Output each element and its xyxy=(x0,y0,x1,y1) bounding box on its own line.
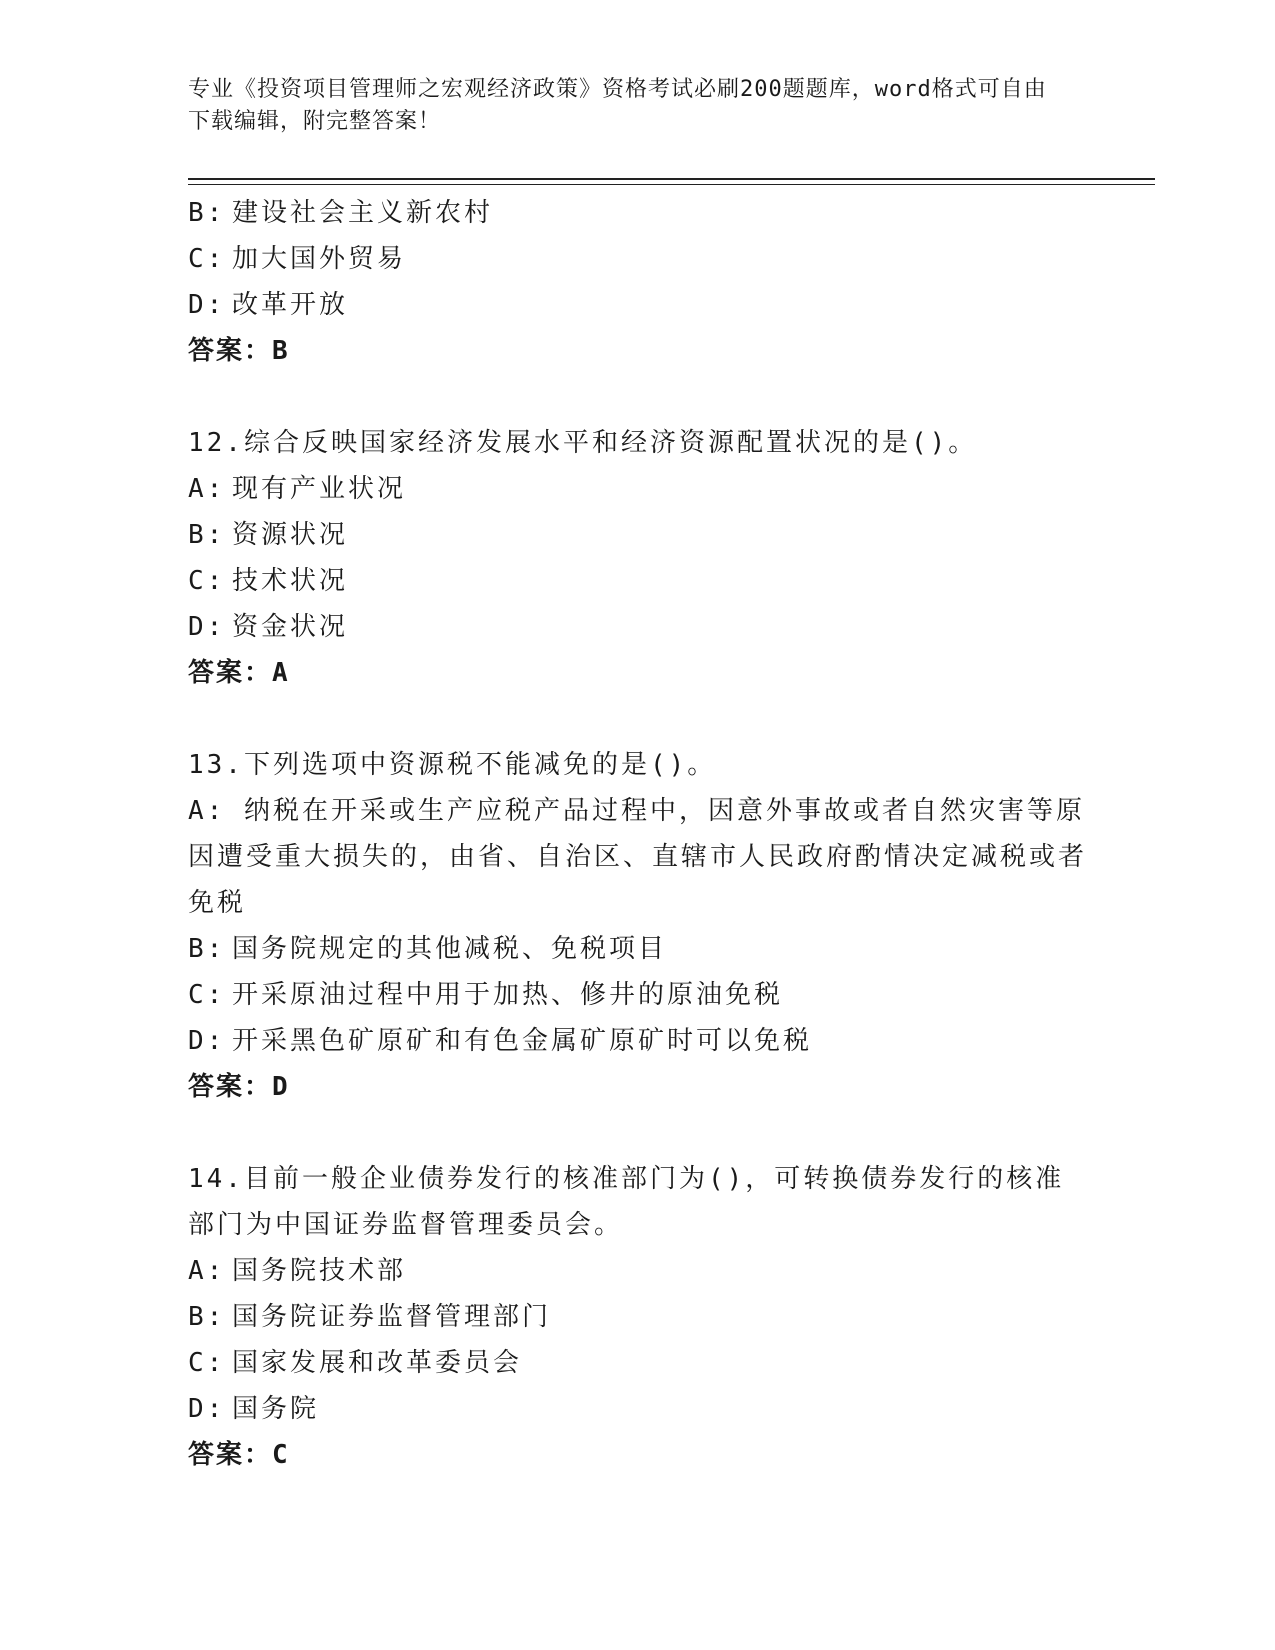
option-d xyxy=(188,1386,1088,1432)
option-label: D: xyxy=(188,612,226,642)
option-label: B: xyxy=(188,1302,226,1332)
option-c xyxy=(188,236,1088,282)
question-13 xyxy=(188,742,1088,1110)
option-text: 国家发展和改革委员会 xyxy=(232,1348,523,1378)
option-label: C: xyxy=(188,244,226,274)
option-d xyxy=(188,282,1088,328)
option-a xyxy=(188,1248,1088,1294)
option-text: 国务院证券监督管理部门 xyxy=(232,1302,552,1332)
option-b xyxy=(188,926,1088,972)
option-text: 开采原油过程中用于加热、修井的原油免税 xyxy=(232,980,784,1010)
question-stem: 13.下列选项中资源税不能减免的是()。 xyxy=(188,750,717,780)
option-text: 资源状况 xyxy=(232,520,349,550)
option-text: 资金状况 xyxy=(232,612,349,642)
option-label: A: xyxy=(188,1256,226,1286)
option-a xyxy=(188,466,1088,512)
option-b xyxy=(188,190,1088,236)
question-stem: 12.综合反映国家经济发展水平和经济资源配置状况的是()。 xyxy=(188,428,978,458)
prev-question-block xyxy=(188,190,1088,374)
option-text: 国务院技术部 xyxy=(232,1256,407,1286)
option-text: 技术状况 xyxy=(232,566,349,596)
option-label: D: xyxy=(188,290,226,320)
option-label: B: xyxy=(188,934,226,964)
answer-line: 答案：B xyxy=(188,336,290,366)
option-label: A: xyxy=(188,796,226,826)
option-label: C: xyxy=(188,1348,226,1378)
option-text: 现有产业状况 xyxy=(232,474,407,504)
header-divider xyxy=(188,178,1155,180)
option-text: 纳税在开采或生产应税产品过程中，因意外事故或者自然灾害等原因遭受重大损失的，由省、自治区、直辖市人民政府酌情决定减税或者免税 xyxy=(188,796,1088,918)
question-stem: 14.目前一般企业债券发行的核准部门为()，可转换债券发行的核准部门为中国证券监督管理委员会。 xyxy=(188,1164,1065,1240)
option-label: D: xyxy=(188,1394,226,1424)
option-text: 改革开放 xyxy=(232,290,349,320)
option-c xyxy=(188,1340,1088,1386)
option-label: C: xyxy=(188,980,226,1010)
option-text: 国务院 xyxy=(232,1394,320,1424)
option-label: A: xyxy=(188,474,226,504)
answer-line: 答案：C xyxy=(188,1440,290,1470)
option-d xyxy=(188,604,1088,650)
option-text: 建设社会主义新农村 xyxy=(232,198,494,228)
option-a xyxy=(188,788,1088,926)
option-label: D: xyxy=(188,1026,226,1056)
question-14 xyxy=(188,1156,1088,1478)
option-b xyxy=(188,1294,1088,1340)
answer-line: 答案：A xyxy=(188,658,290,688)
option-d xyxy=(188,1018,1088,1064)
option-text: 加大国外贸易 xyxy=(232,244,407,274)
option-c xyxy=(188,972,1088,1018)
option-c xyxy=(188,558,1088,604)
document-header: 专业《投资项目管理师之宏观经济政策》资格考试必刷200题题库，word格式可自由下载编辑，附完整答案！ xyxy=(188,77,1047,134)
option-b xyxy=(188,512,1088,558)
option-text: 国务院规定的其他减税、免税项目 xyxy=(232,934,668,964)
option-label: C: xyxy=(188,566,226,596)
question-12 xyxy=(188,420,1088,696)
question-content xyxy=(188,190,1088,1478)
header-divider-thin xyxy=(188,184,1155,185)
answer-line: 答案：D xyxy=(188,1072,290,1102)
option-label: B: xyxy=(188,198,226,228)
option-label: B: xyxy=(188,520,226,550)
option-text: 开采黑色矿原矿和有色金属矿原矿时可以免税 xyxy=(232,1026,813,1056)
